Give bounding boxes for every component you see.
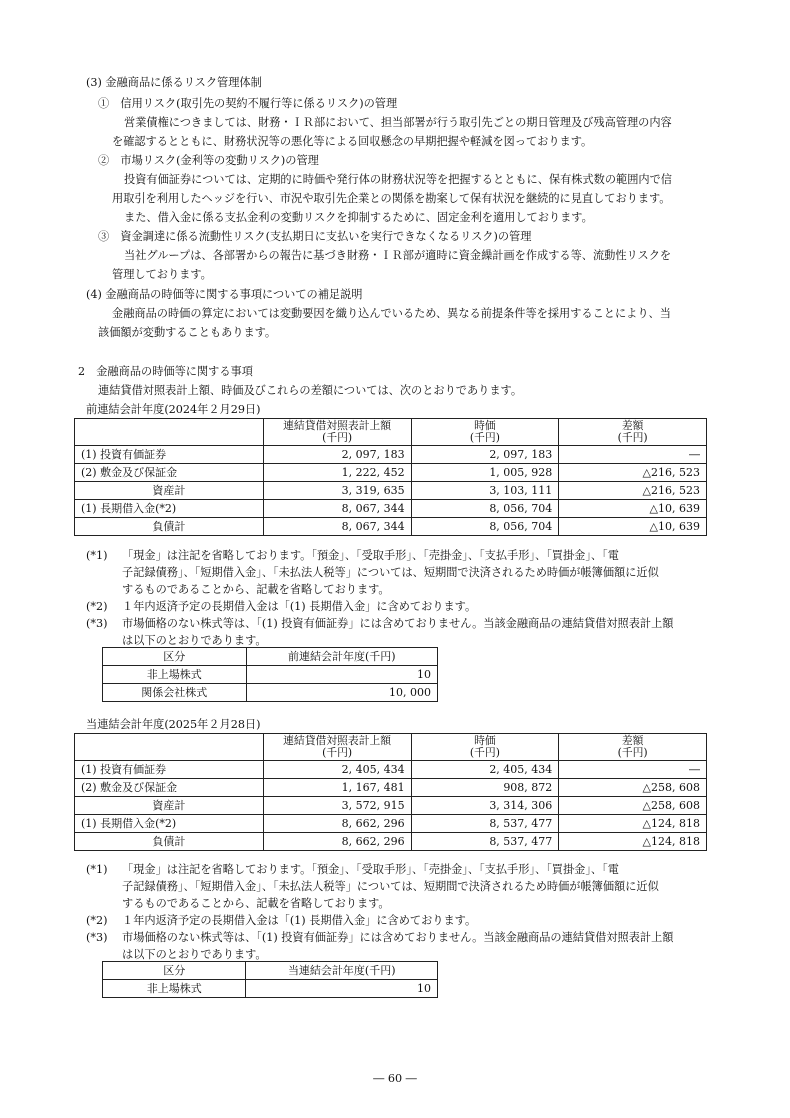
market-risk-title: ② 市場リスク(金利等の変動リスク)の管理	[98, 154, 319, 167]
table-row-total: 負債計 8, 662, 296 8, 537, 477 △124, 818	[75, 833, 707, 851]
table-row: (1) 投資有価証券 2, 097, 183 2, 097, 183 ―	[75, 446, 707, 464]
current-note-2-mark: (*2)	[86, 914, 108, 927]
prior-year-caption: 前連結会計年度(2024年２月29日)	[86, 403, 261, 416]
credit-risk-text-1: 営業債権につきましては、財務・ＩＲ部において、担当部署が行う取引先ごとの期日管理及び残高管理の内容	[124, 116, 672, 129]
header-fair-value: 時価 (千円)	[411, 734, 559, 761]
section-4-text-1: 金融商品の時価の算定においては変動要因を織り込んでいるため、異なる前提条件等を採用することにより、当	[112, 307, 671, 320]
table-row: (2) 敷金及び保証金 1, 167, 481 908, 872 △258, 608	[75, 779, 707, 797]
current-note-1-line-2: 子記録債務」、「短期借入金」、「未払法人税等」については、短期間で決済されるため時価が帳簿価額に近似	[122, 880, 659, 893]
table-header-row	[75, 734, 707, 761]
current-unlisted-table	[102, 961, 438, 998]
liquidity-risk-text-2: 管理しております。	[112, 268, 212, 281]
prior-note-3-line-1: 市場価格のない株式等は、「(1) 投資有価証券」には含めておりません。当該金融商品の連結貸借対照表計上額	[122, 617, 674, 630]
header-blank	[75, 734, 264, 761]
table-row: 関係会社株式 10, 000	[103, 684, 438, 702]
current-note-3-line-2: は以下のとおりであります。	[122, 948, 267, 961]
market-risk-text-3: また、借入金に係る支払金利の変動リスクを抑制するために、固定金利を適用しております。	[124, 211, 593, 224]
current-note-3-line-1: 市場価格のない株式等は、「(1) 投資有価証券」には含めておりません。当該金融商品の連結貸借対照表計上額	[122, 931, 674, 944]
header-book-value: 連結貸借対照表計上額 (千円)	[263, 734, 411, 761]
header-fair-value: 時価 (千円)	[411, 419, 559, 446]
current-note-1-mark: (*1)	[86, 863, 108, 876]
header-difference: 差額 (千円)	[559, 419, 707, 446]
table-row: 非上場株式 10	[103, 980, 438, 998]
table-row: (2) 敷金及び保証金 1, 222, 452 1, 005, 928 △216, 523	[75, 464, 707, 482]
current-note-1-line-3: するものであることから、記載を省略しております。	[122, 897, 390, 910]
table-row: (1) 投資有価証券 2, 405, 434 2, 405, 434 ―	[75, 761, 707, 779]
section-4-heading: (4) 金融商品の時価等に関する事項についての補足説明	[86, 288, 363, 301]
prior-note-1-mark: (*1)	[86, 549, 108, 562]
section-2-heading: 2 金融商品の時価等に関する事項	[78, 365, 253, 378]
section-3-heading: (3) 金融商品に係るリスク管理体制	[86, 76, 262, 89]
table-header-row	[75, 419, 707, 446]
header-book-value: 連結貸借対照表計上額 (千円)	[263, 419, 411, 446]
liquidity-risk-title: ③ 資金調達に係る流動性リスク(支払期日に支払いを実行できなくなるリスク)の管理	[98, 230, 532, 243]
table-header-row: 区分 前連結会計年度(千円)	[103, 648, 438, 666]
credit-risk-text-2: を確認するとともに、財務状況等の悪化等による回収懸念の早期把握や軽減を図っております。	[112, 135, 593, 148]
market-risk-text-1: 投資有価証券については、定期的に時価や発行体の財務状況等を把握するとともに、保有株式数の範囲内で信	[124, 173, 672, 186]
table-row: (1) 長期借入金(*2) 8, 067, 344 8, 056, 704 △10, 639	[75, 500, 707, 518]
header-difference: 差額 (千円)	[559, 734, 707, 761]
market-risk-text-2: 用取引を利用したヘッジを行い、市況や取引先企業との関係を勘案して保有状況を継続的に見直しております。	[112, 192, 671, 205]
prior-note-1-line-3: するものであることから、記載を省略しております。	[122, 583, 390, 596]
section-4-text-2: 該価額が変動することもあります。	[98, 326, 277, 339]
prior-note-3-mark: (*3)	[86, 617, 108, 630]
table-header-row: 区分 当連結会計年度(千円)	[103, 962, 438, 980]
credit-risk-title: ① 信用リスク(取引先の契約不履行等に係るリスク)の管理	[98, 97, 398, 110]
current-year-caption: 当連結会計年度(2025年２月28日)	[86, 718, 261, 731]
liquidity-risk-text-1: 当社グループは、各部署からの報告に基づき財務・ＩＲ部が適時に資金繰計画を作成する等、流動性リスクを	[124, 249, 672, 262]
prior-unlisted-table	[102, 647, 438, 702]
prior-note-1-line-1: 「現金」は注記を省略しております。「預金」、「受取手形」、「売掛金」、「支払手形」、「買掛金」、「電	[122, 549, 619, 562]
table-row: 非上場株式 10	[103, 666, 438, 684]
section-2-intro: 連結貸借対照表計上額、時価及びこれらの差額については、次のとおりであります。	[98, 384, 523, 397]
current-note-3-mark: (*3)	[86, 931, 108, 944]
header-blank	[75, 419, 264, 446]
page-number: ― 60 ―	[373, 1072, 417, 1085]
current-year-table	[74, 733, 707, 851]
current-note-1-line-1: 「現金」は注記を省略しております。「預金」、「受取手形」、「売掛金」、「支払手形」、「買掛金」、「電	[122, 863, 619, 876]
prior-year-table	[74, 418, 707, 536]
table-row-total: 負債計 8, 067, 344 8, 056, 704 △10, 639	[75, 518, 707, 536]
prior-note-1-line-2: 子記録債務」、「短期借入金」、「未払法人税等」については、短期間で決済されるため時価が帳簿価額に近似	[122, 566, 659, 579]
table-row-total: 資産計 3, 572, 915 3, 314, 306 △258, 608	[75, 797, 707, 815]
prior-note-3-line-2: は以下のとおりであります。	[122, 634, 267, 647]
current-note-2-line-1: １年内返済予定の長期借入金は「(1) 長期借入金」に含めております。	[122, 914, 477, 927]
prior-note-2-line-1: １年内返済予定の長期借入金は「(1) 長期借入金」に含めております。	[122, 600, 477, 613]
prior-note-2-mark: (*2)	[86, 600, 108, 613]
table-row-total: 資産計 3, 319, 635 3, 103, 111 △216, 523	[75, 482, 707, 500]
table-row: (1) 長期借入金(*2) 8, 662, 296 8, 537, 477 △124, 818	[75, 815, 707, 833]
